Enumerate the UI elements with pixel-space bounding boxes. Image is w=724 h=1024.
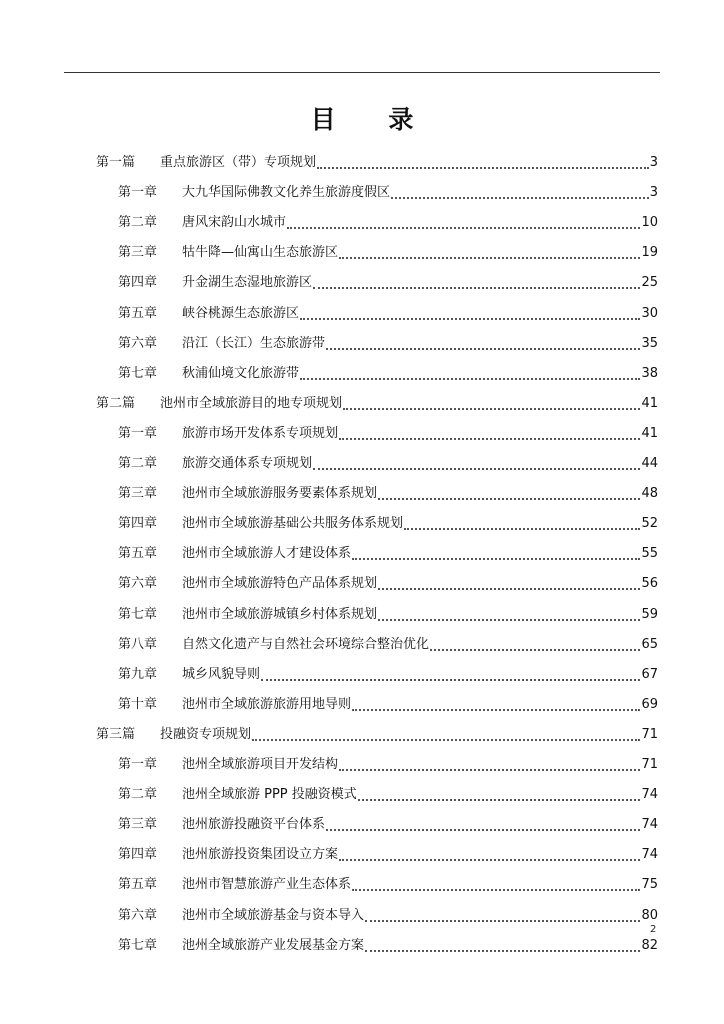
- header-rule: [64, 72, 660, 73]
- toc-entry-number: 第三篇: [96, 727, 136, 742]
- toc-chapter-entry[interactable]: [118, 180, 658, 202]
- toc-chapter-entry[interactable]: [118, 511, 658, 533]
- toc-dot-leader: [343, 393, 640, 410]
- toc-part-entry[interactable]: [96, 391, 658, 413]
- toc-dot-leader: [326, 814, 640, 831]
- toc-entry-title: 池州市全域旅游目的地专项规划: [160, 396, 343, 411]
- toc-chapter-entry[interactable]: [118, 451, 658, 473]
- toc-entry-page: 30: [641, 306, 658, 321]
- toc-entry-number: 第一章: [118, 426, 158, 441]
- toc-chapter-entry[interactable]: [118, 782, 658, 804]
- toc-chapter-entry[interactable]: [118, 692, 658, 714]
- toc-entry-number: 第六章: [118, 576, 158, 591]
- toc-entry-title: 池州市智慧旅游产业生态体系: [182, 877, 352, 892]
- toc-entry-page: 74: [641, 787, 658, 802]
- toc-entry-number: 第一章: [118, 757, 158, 772]
- toc-chapter-entry[interactable]: [118, 331, 658, 353]
- toc-entry-page: 65: [641, 637, 658, 652]
- toc-chapter-entry[interactable]: [118, 481, 658, 503]
- toc-dot-leader: [365, 935, 640, 952]
- toc-chapter-entry[interactable]: [118, 602, 658, 624]
- toc-chapter-entry[interactable]: [118, 301, 658, 323]
- toc-chapter-entry[interactable]: [118, 812, 658, 834]
- toc-entry-title: 池州市全域旅游特色产品体系规划: [182, 576, 378, 591]
- toc-chapter-entry[interactable]: [118, 571, 658, 593]
- toc-entry-title: 升金湖生态湿地旅游区: [182, 275, 313, 290]
- toc-entry-number: 第八章: [118, 637, 158, 652]
- toc-entry-number: 第三章: [118, 245, 158, 260]
- toc-dot-leader: [378, 573, 640, 590]
- toc-dot-leader: [339, 754, 640, 771]
- toc-entry-page: 35: [641, 336, 658, 351]
- page-title: 目 录: [310, 105, 436, 134]
- toc-chapter-entry[interactable]: [118, 662, 658, 684]
- toc-entry-title: 池州旅游投融资平台体系: [182, 817, 326, 832]
- toc-entry-title: 唐风宋韵山水城市: [182, 215, 287, 230]
- toc-entry-title: 自然文化遗产与自然社会环境综合整治优化: [182, 637, 430, 652]
- toc-dot-leader: [300, 303, 640, 320]
- toc-entry-title: 大九华国际佛教文化养生旅游度假区: [182, 185, 391, 200]
- toc-dot-leader: [300, 363, 640, 380]
- toc-entry-page: 55: [641, 546, 658, 561]
- toc-entry-page: 74: [641, 817, 658, 832]
- toc-entry-page: 3: [649, 185, 658, 200]
- toc-entry-title: 牯牛降—仙寓山生态旅游区: [182, 245, 339, 260]
- toc-dot-leader: [352, 694, 640, 711]
- toc-entry-page: 67: [641, 667, 658, 682]
- toc-entry-page: 71: [641, 757, 658, 772]
- toc-chapter-entry[interactable]: [118, 240, 658, 262]
- toc-entry-title: 城乡风貌导则: [182, 667, 261, 682]
- toc-entry-title: 池州全域旅游产业发展基金方案: [182, 938, 365, 953]
- toc-entry-number: 第六章: [118, 336, 158, 351]
- toc-dot-leader: [378, 483, 640, 500]
- toc-entry-title: 池州市全域旅游基础公共服务体系规划: [182, 516, 404, 531]
- toc-entry-page: 38: [641, 366, 658, 381]
- toc-dot-leader: [339, 242, 640, 259]
- toc-entry-page: 48: [641, 486, 658, 501]
- toc-part-entry[interactable]: [96, 150, 658, 172]
- toc-entry-page: 41: [641, 426, 658, 441]
- toc-dot-leader: [317, 152, 649, 169]
- toc-chapter-entry[interactable]: [118, 903, 658, 925]
- toc-dot-leader: [287, 212, 640, 229]
- toc-entry-number: 第五章: [118, 877, 158, 892]
- toc-entry-title: 旅游市场开发体系专项规划: [182, 426, 339, 441]
- toc-chapter-entry[interactable]: [118, 752, 658, 774]
- toc-entry-number: 第六章: [118, 908, 158, 923]
- toc-entry-title: 旅游交通体系专项规划: [182, 456, 313, 471]
- toc-chapter-entry[interactable]: [118, 270, 658, 292]
- toc-entry-number: 第九章: [118, 667, 158, 682]
- toc-entry-page: 10: [641, 215, 658, 230]
- toc-part-entry[interactable]: [96, 722, 658, 744]
- toc-chapter-entry[interactable]: [118, 210, 658, 232]
- toc-entry-number: 第五章: [118, 546, 158, 561]
- toc-entry-page: 25: [641, 275, 658, 290]
- toc-entry-page: 75: [641, 877, 658, 892]
- toc-entry-number: 第二章: [118, 215, 158, 230]
- toc-entry-number: 第二章: [118, 787, 158, 802]
- toc-dot-leader: [391, 182, 649, 199]
- toc-entry-page: 3: [649, 155, 658, 170]
- toc-entry-number: 第七章: [118, 366, 158, 381]
- toc-dot-leader: [252, 724, 640, 741]
- toc-entry-page: 52: [641, 516, 658, 531]
- toc-dot-leader: [365, 905, 640, 922]
- toc-entry-number: 第三章: [118, 817, 158, 832]
- toc-entry-number: 第四章: [118, 847, 158, 862]
- toc-dot-leader: [339, 844, 640, 861]
- toc-dot-leader: [404, 513, 640, 530]
- toc-entry-number: 第十章: [118, 697, 158, 712]
- toc-entry-page: 59: [641, 607, 658, 622]
- toc-entry-title: 池州旅游投资集团设立方案: [182, 847, 339, 862]
- toc-entry-number: 第五章: [118, 306, 158, 321]
- toc-dot-leader: [339, 423, 640, 440]
- toc-entry-number: 第四章: [118, 516, 158, 531]
- toc-chapter-entry[interactable]: [118, 361, 658, 383]
- toc-chapter-entry[interactable]: [118, 933, 658, 955]
- toc-entry-title: 池州全域旅游 PPP 投融资模式: [182, 787, 357, 802]
- toc-dot-leader: [313, 272, 640, 289]
- toc-entry-title: 重点旅游区（带）专项规划: [160, 155, 317, 170]
- toc-entry-number: 第四章: [118, 275, 158, 290]
- toc-chapter-entry[interactable]: [118, 632, 658, 654]
- toc-dot-leader: [261, 664, 640, 681]
- toc-entry-number: 第一章: [118, 185, 158, 200]
- toc-entry-title: 峡谷桃源生态旅游区: [182, 306, 300, 321]
- toc-entry-number: 第三章: [118, 486, 158, 501]
- toc-entry-page: 56: [641, 576, 658, 591]
- toc-entry-title: 池州全域旅游项目开发结构: [182, 757, 339, 772]
- toc-entry-number: 第一篇: [96, 155, 136, 170]
- toc-dot-leader: [358, 784, 641, 801]
- toc-dot-leader: [378, 604, 640, 621]
- toc-entry-page: 19: [641, 245, 658, 260]
- toc-entry-number: 第七章: [118, 607, 158, 622]
- toc-entry-title: 沿江（长江）生态旅游带: [182, 336, 326, 351]
- toc-chapter-entry[interactable]: [118, 842, 658, 864]
- toc-entry-title: 池州市全域旅游服务要素体系规划: [182, 486, 378, 501]
- toc-chapter-entry[interactable]: [118, 421, 658, 443]
- toc-entry-title: 池州市全域旅游旅游用地导则: [182, 697, 352, 712]
- toc-entry-number: 第七章: [118, 938, 158, 953]
- toc-entry-title: 秋浦仙境文化旅游带: [182, 366, 300, 381]
- toc-entry-title: 投融资专项规划: [160, 727, 252, 742]
- toc-dot-leader: [326, 333, 640, 350]
- toc-entry-page: 44: [641, 456, 658, 471]
- toc-entry-page: 69: [641, 697, 658, 712]
- toc-entry-page: 74: [641, 847, 658, 862]
- toc-chapter-entry[interactable]: [118, 872, 658, 894]
- toc-entry-number: 第二篇: [96, 396, 136, 411]
- toc-entry-number: 第二章: [118, 456, 158, 471]
- toc-chapter-entry[interactable]: [118, 541, 658, 563]
- toc-dot-leader: [352, 874, 640, 891]
- toc-dot-leader: [352, 543, 640, 560]
- toc-entry-page: 71: [641, 727, 658, 742]
- toc-entry-page: 80: [641, 908, 658, 923]
- toc-entry-title: 池州市全域旅游人才建设体系: [182, 546, 352, 561]
- toc-dot-leader: [313, 453, 640, 470]
- toc-entry-page: 82: [641, 938, 658, 953]
- toc-entry-page: 41: [641, 396, 658, 411]
- page-number: 2: [650, 924, 657, 935]
- toc-dot-leader: [430, 634, 640, 651]
- toc-entry-title: 池州市全域旅游基金与资本导入: [182, 908, 365, 923]
- toc-entry-title: 池州市全域旅游城镇乡村体系规划: [182, 607, 378, 622]
